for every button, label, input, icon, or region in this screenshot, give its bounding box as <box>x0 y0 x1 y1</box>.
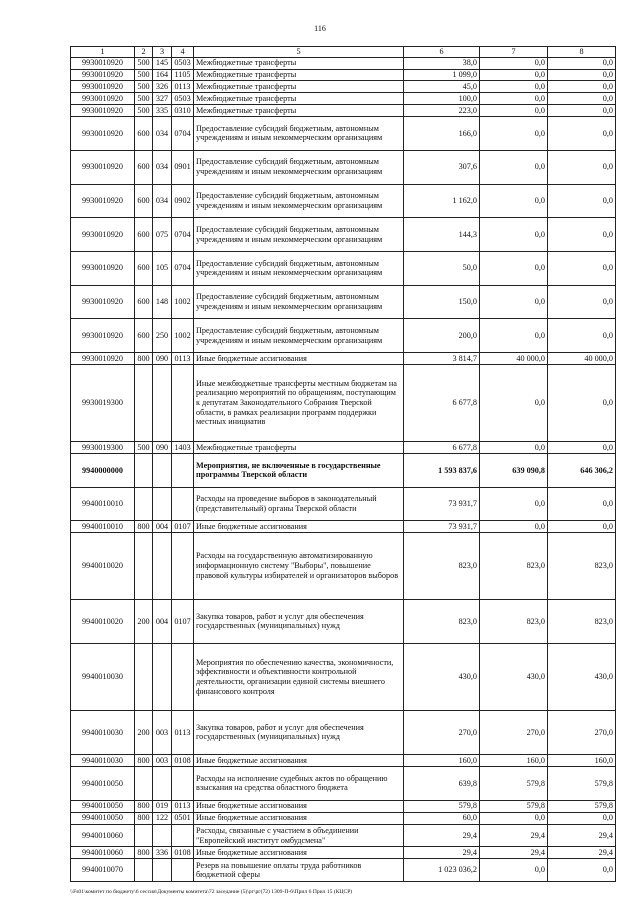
amount-year2-cell: 0,0 <box>480 521 548 533</box>
item-name-cell: Предоставление субсидий бюджетным, автономным учреждениям и иным некоммерческим организациям <box>194 184 404 218</box>
kcsr-cell: 9930010920 <box>71 57 135 69</box>
section-cell: 0902 <box>172 184 194 218</box>
amount-year1-cell: 270,0 <box>404 710 480 755</box>
expense-type-cell <box>135 364 153 441</box>
expense-type-cell: 500 <box>135 442 153 454</box>
item-name-cell: Расходы на государственную автоматизированную информационную систему "Выборы", повышение правовой культуры избирателей и организаторов выборов <box>194 533 404 599</box>
amount-year2-cell: 160,0 <box>480 755 548 767</box>
department-cell: 336 <box>153 847 172 859</box>
amount-year2-cell: 0,0 <box>480 105 548 117</box>
kcsr-cell: 9940010030 <box>71 710 135 755</box>
amount-year1-cell: 29,4 <box>404 847 480 859</box>
table-row <box>71 93 616 105</box>
amount-year3-cell: 823,0 <box>548 533 616 599</box>
kcsr-cell: 9940010050 <box>71 800 135 812</box>
expense-type-cell: 500 <box>135 105 153 117</box>
amount-year2-cell: 0,0 <box>480 69 548 81</box>
amount-year2-cell: 823,0 <box>480 599 548 644</box>
amount-year3-cell: 0,0 <box>548 184 616 218</box>
amount-year3-cell: 0,0 <box>548 57 616 69</box>
page-number: 116 <box>314 24 326 33</box>
table-row <box>71 184 616 218</box>
amount-year3-cell: 0,0 <box>548 364 616 441</box>
amount-year1-cell: 1 023 036,2 <box>404 859 480 882</box>
table-row <box>71 57 616 69</box>
kcsr-cell: 9940010010 <box>71 487 135 521</box>
kcsr-cell: 9930010920 <box>71 352 135 364</box>
table-row <box>71 364 616 441</box>
item-name-cell: Мероприятия по обеспечению качества, экономичности, эффективности и объективности контрольной деятельности, организации единой системы внешнего финансового контроля <box>194 644 404 710</box>
section-cell <box>172 364 194 441</box>
department-cell: 003 <box>153 710 172 755</box>
kcsr-cell: 9940010050 <box>71 812 135 824</box>
expense-type-cell: 800 <box>135 847 153 859</box>
amount-year3-cell: 29,4 <box>548 824 616 847</box>
section-cell: 0107 <box>172 521 194 533</box>
amount-year1-cell: 6 677,8 <box>404 442 480 454</box>
item-name-cell: Иные бюджетные ассигнования <box>194 352 404 364</box>
amount-year2-cell: 579,8 <box>480 767 548 801</box>
section-cell: 0108 <box>172 755 194 767</box>
item-name-cell: Иные бюджетные ассигнования <box>194 521 404 533</box>
department-cell <box>153 644 172 710</box>
amount-year2-cell: 0,0 <box>480 57 548 69</box>
department-cell: 004 <box>153 599 172 644</box>
item-name-cell: Иные бюджетные ассигнования <box>194 755 404 767</box>
amount-year3-cell: 646 306,2 <box>548 454 616 488</box>
section-cell <box>172 487 194 521</box>
department-cell: 164 <box>153 69 172 81</box>
expense-type-cell <box>135 533 153 599</box>
item-name-cell: Иные межбюджетные трансферты местным бюджетам на реализацию мероприятий по обращениям, поступающим к депутатам Законодательного Собрания Тверской области, в рамках реализации программ поддержки местных инициатив <box>194 364 404 441</box>
amount-year2-cell: 0,0 <box>480 285 548 319</box>
amount-year2-cell: 0,0 <box>480 81 548 93</box>
section-cell <box>172 644 194 710</box>
amount-year3-cell: 579,8 <box>548 767 616 801</box>
amount-year1-cell: 200,0 <box>404 319 480 353</box>
kcsr-cell: 9930010920 <box>71 69 135 81</box>
item-name-cell: Предоставление субсидий бюджетным, автономным учреждениям и иным некоммерческим организациям <box>194 150 404 184</box>
amount-year1-cell: 29,4 <box>404 824 480 847</box>
table-row <box>71 487 616 521</box>
amount-year2-cell: 0,0 <box>480 184 548 218</box>
item-name-cell: Межбюджетные трансферты <box>194 57 404 69</box>
kcsr-cell: 9930010920 <box>71 150 135 184</box>
amount-year1-cell: 166,0 <box>404 117 480 151</box>
amount-year1-cell: 579,8 <box>404 800 480 812</box>
amount-year3-cell: 270,0 <box>548 710 616 755</box>
amount-year1-cell: 60,0 <box>404 812 480 824</box>
kcsr-cell: 9930010920 <box>71 285 135 319</box>
department-cell: 148 <box>153 285 172 319</box>
table-row <box>71 847 616 859</box>
table-row <box>71 352 616 364</box>
amount-year2-cell: 0,0 <box>480 487 548 521</box>
amount-year3-cell: 0,0 <box>548 442 616 454</box>
item-name-cell: Предоставление субсидий бюджетным, автономным учреждениям и иным некоммерческим организациям <box>194 251 404 285</box>
table-row <box>71 285 616 319</box>
section-cell: 0113 <box>172 800 194 812</box>
table-row <box>71 599 616 644</box>
table-row <box>71 710 616 755</box>
department-cell <box>153 859 172 882</box>
table-row <box>71 533 616 599</box>
section-cell: 0310 <box>172 105 194 117</box>
expense-type-cell: 200 <box>135 710 153 755</box>
kcsr-cell: 9940010020 <box>71 599 135 644</box>
item-name-cell: Иные бюджетные ассигнования <box>194 812 404 824</box>
department-cell: 004 <box>153 521 172 533</box>
section-cell: 0113 <box>172 710 194 755</box>
kcsr-cell: 9940010030 <box>71 755 135 767</box>
amount-year2-cell: 270,0 <box>480 710 548 755</box>
header-cell: 3 <box>153 47 172 58</box>
section-cell: 0704 <box>172 251 194 285</box>
amount-year3-cell: 160,0 <box>548 755 616 767</box>
expense-type-cell: 200 <box>135 599 153 644</box>
kcsr-cell: 9930019300 <box>71 442 135 454</box>
section-cell: 0704 <box>172 117 194 151</box>
section-cell: 0503 <box>172 93 194 105</box>
amount-year1-cell: 1 099,0 <box>404 69 480 81</box>
section-cell: 0107 <box>172 599 194 644</box>
department-cell: 034 <box>153 150 172 184</box>
amount-year2-cell: 0,0 <box>480 319 548 353</box>
amount-year2-cell: 0,0 <box>480 117 548 151</box>
item-name-cell: Иные бюджетные ассигнования <box>194 847 404 859</box>
expense-type-cell: 800 <box>135 800 153 812</box>
amount-year2-cell: 40 000,0 <box>480 352 548 364</box>
amount-year3-cell: 0,0 <box>548 117 616 151</box>
kcsr-cell: 9930010920 <box>71 218 135 252</box>
item-name-cell: Закупка товаров, работ и услуг для обеспечения государственных (муниципальных) нужд <box>194 710 404 755</box>
amount-year1-cell: 823,0 <box>404 533 480 599</box>
amount-year1-cell: 144,3 <box>404 218 480 252</box>
item-name-cell: Расходы на проведение выборов в законодательный (представительный) органы Тверской области <box>194 487 404 521</box>
table-row <box>71 859 616 882</box>
table-row <box>71 824 616 847</box>
item-name-cell: Мероприятия, не включенные в государственные программы Тверской области <box>194 454 404 488</box>
section-cell <box>172 533 194 599</box>
expense-type-cell: 600 <box>135 251 153 285</box>
amount-year2-cell: 0,0 <box>480 93 548 105</box>
expense-type-cell: 500 <box>135 93 153 105</box>
amount-year2-cell: 0,0 <box>480 364 548 441</box>
department-cell: 335 <box>153 105 172 117</box>
department-cell: 250 <box>153 319 172 353</box>
section-cell <box>172 454 194 488</box>
department-cell <box>153 364 172 441</box>
item-name-cell: Предоставление субсидий бюджетным, автономным учреждениям и иным некоммерческим организациям <box>194 117 404 151</box>
header-cell: 7 <box>480 47 548 58</box>
amount-year3-cell: 0,0 <box>548 218 616 252</box>
section-cell <box>172 767 194 801</box>
amount-year2-cell: 639 090,8 <box>480 454 548 488</box>
amount-year2-cell: 0,0 <box>480 251 548 285</box>
table-body <box>71 47 616 882</box>
section-cell <box>172 859 194 882</box>
amount-year1-cell: 50,0 <box>404 251 480 285</box>
table-row <box>71 218 616 252</box>
department-cell: 090 <box>153 442 172 454</box>
expense-type-cell <box>135 644 153 710</box>
item-name-cell: Предоставление субсидий бюджетным, автономным учреждениям и иным некоммерческим организациям <box>194 285 404 319</box>
expense-type-cell: 800 <box>135 521 153 533</box>
table-row <box>71 800 616 812</box>
amount-year3-cell: 0,0 <box>548 105 616 117</box>
table-row <box>71 454 616 488</box>
section-cell: 0113 <box>172 81 194 93</box>
table-row <box>71 81 616 93</box>
department-cell: 122 <box>153 812 172 824</box>
amount-year1-cell: 73 931,7 <box>404 521 480 533</box>
item-name-cell: Расходы на исполнение судебных актов по обращению взыскания на средства областного бюджета <box>194 767 404 801</box>
amount-year1-cell: 307,6 <box>404 150 480 184</box>
section-cell: 1002 <box>172 319 194 353</box>
table-row <box>71 105 616 117</box>
amount-year2-cell: 0,0 <box>480 812 548 824</box>
table-row <box>71 521 616 533</box>
item-name-cell: Межбюджетные трансферты <box>194 81 404 93</box>
kcsr-cell: 9930010920 <box>71 105 135 117</box>
amount-year2-cell: 823,0 <box>480 533 548 599</box>
department-cell: 145 <box>153 57 172 69</box>
item-name-cell: Межбюджетные трансферты <box>194 93 404 105</box>
kcsr-cell: 9940010060 <box>71 824 135 847</box>
amount-year1-cell: 73 931,7 <box>404 487 480 521</box>
section-cell: 1403 <box>172 442 194 454</box>
department-cell: 003 <box>153 755 172 767</box>
amount-year2-cell: 0,0 <box>480 442 548 454</box>
header-cell: 4 <box>172 47 194 58</box>
department-cell: 034 <box>153 117 172 151</box>
amount-year1-cell: 430,0 <box>404 644 480 710</box>
amount-year1-cell: 3 814,7 <box>404 352 480 364</box>
table-row <box>71 251 616 285</box>
file-path-footer: \\Fs01\комитет по бюджету\6 сессия\Документы комитета\72 заседание (5)\рг\рг(72) 1309-П-6\Прил 6 Прил 15 (КЦСР) <box>70 889 353 895</box>
kcsr-cell: 9930010920 <box>71 117 135 151</box>
amount-year3-cell: 0,0 <box>548 521 616 533</box>
section-cell: 0503 <box>172 57 194 69</box>
amount-year3-cell: 0,0 <box>548 93 616 105</box>
department-cell <box>153 824 172 847</box>
section-cell: 0901 <box>172 150 194 184</box>
department-cell: 105 <box>153 251 172 285</box>
department-cell: 019 <box>153 800 172 812</box>
header-row <box>71 47 616 58</box>
amount-year1-cell: 100,0 <box>404 93 480 105</box>
amount-year1-cell: 1 162,0 <box>404 184 480 218</box>
expense-type-cell <box>135 487 153 521</box>
expense-type-cell <box>135 824 153 847</box>
expense-type-cell: 500 <box>135 57 153 69</box>
budget-table <box>70 46 616 882</box>
amount-year3-cell: 0,0 <box>548 859 616 882</box>
expense-type-cell: 800 <box>135 755 153 767</box>
amount-year3-cell: 0,0 <box>548 487 616 521</box>
amount-year3-cell: 579,8 <box>548 800 616 812</box>
expense-type-cell <box>135 767 153 801</box>
item-name-cell: Иные бюджетные ассигнования <box>194 800 404 812</box>
expense-type-cell: 600 <box>135 319 153 353</box>
kcsr-cell: 9940000000 <box>71 454 135 488</box>
kcsr-cell: 9940010030 <box>71 644 135 710</box>
header-cell: 5 <box>194 47 404 58</box>
expense-type-cell: 500 <box>135 81 153 93</box>
header-cell: 1 <box>71 47 135 58</box>
section-cell: 0704 <box>172 218 194 252</box>
amount-year3-cell: 0,0 <box>548 285 616 319</box>
item-name-cell: Межбюджетные трансферты <box>194 442 404 454</box>
item-name-cell: Межбюджетные трансферты <box>194 105 404 117</box>
amount-year2-cell: 0,0 <box>480 150 548 184</box>
amount-year1-cell: 150,0 <box>404 285 480 319</box>
department-cell: 090 <box>153 352 172 364</box>
section-cell: 1002 <box>172 285 194 319</box>
amount-year3-cell: 823,0 <box>548 599 616 644</box>
expense-type-cell: 600 <box>135 218 153 252</box>
table-row <box>71 442 616 454</box>
kcsr-cell: 9930010920 <box>71 319 135 353</box>
section-cell: 0108 <box>172 847 194 859</box>
kcsr-cell: 9930010920 <box>71 93 135 105</box>
table-row <box>71 755 616 767</box>
section-cell: 1105 <box>172 69 194 81</box>
kcsr-cell: 9930010920 <box>71 81 135 93</box>
department-cell: 326 <box>153 81 172 93</box>
department-cell: 327 <box>153 93 172 105</box>
table-row <box>71 319 616 353</box>
table-row <box>71 150 616 184</box>
department-cell <box>153 454 172 488</box>
expense-type-cell <box>135 859 153 882</box>
amount-year1-cell: 45,0 <box>404 81 480 93</box>
expense-type-cell: 600 <box>135 150 153 184</box>
item-name-cell: Межбюджетные трансферты <box>194 69 404 81</box>
amount-year1-cell: 38,0 <box>404 57 480 69</box>
amount-year3-cell: 0,0 <box>548 251 616 285</box>
amount-year3-cell: 29,4 <box>548 847 616 859</box>
amount-year2-cell: 579,8 <box>480 800 548 812</box>
amount-year1-cell: 223,0 <box>404 105 480 117</box>
table-row <box>71 767 616 801</box>
department-cell <box>153 533 172 599</box>
table-row <box>71 812 616 824</box>
kcsr-cell: 9940010060 <box>71 847 135 859</box>
amount-year3-cell: 0,0 <box>548 319 616 353</box>
kcsr-cell: 9940010010 <box>71 521 135 533</box>
kcsr-cell: 9930010920 <box>71 251 135 285</box>
department-cell <box>153 767 172 801</box>
table-row <box>71 69 616 81</box>
item-name-cell: Закупка товаров, работ и услуг для обеспечения государственных (муниципальных) нужд <box>194 599 404 644</box>
expense-type-cell: 800 <box>135 812 153 824</box>
kcsr-cell: 9940010050 <box>71 767 135 801</box>
expense-type-cell: 500 <box>135 69 153 81</box>
header-cell: 2 <box>135 47 153 58</box>
kcsr-cell: 9930010920 <box>71 184 135 218</box>
amount-year1-cell: 6 677,8 <box>404 364 480 441</box>
section-cell <box>172 824 194 847</box>
amount-year1-cell: 639,8 <box>404 767 480 801</box>
amount-year1-cell: 1 593 837,6 <box>404 454 480 488</box>
item-name-cell: Расходы, связанные с участием в объединении "Европейский институт омбудсмена" <box>194 824 404 847</box>
expense-type-cell: 600 <box>135 117 153 151</box>
kcsr-cell: 9930019300 <box>71 364 135 441</box>
kcsr-cell: 9940010020 <box>71 533 135 599</box>
expense-type-cell: 600 <box>135 184 153 218</box>
item-name-cell: Предоставление субсидий бюджетным, автономным учреждениям и иным некоммерческим организациям <box>194 218 404 252</box>
amount-year3-cell: 430,0 <box>548 644 616 710</box>
amount-year1-cell: 160,0 <box>404 755 480 767</box>
amount-year2-cell: 29,4 <box>480 824 548 847</box>
amount-year2-cell: 430,0 <box>480 644 548 710</box>
amount-year3-cell: 0,0 <box>548 812 616 824</box>
amount-year2-cell: 0,0 <box>480 218 548 252</box>
department-cell: 075 <box>153 218 172 252</box>
expense-type-cell: 800 <box>135 352 153 364</box>
expense-type-cell <box>135 454 153 488</box>
expense-type-cell: 600 <box>135 285 153 319</box>
table-row <box>71 644 616 710</box>
amount-year1-cell: 823,0 <box>404 599 480 644</box>
amount-year2-cell: 0,0 <box>480 859 548 882</box>
table-row <box>71 117 616 151</box>
header-cell: 8 <box>548 47 616 58</box>
item-name-cell: Предоставление субсидий бюджетным, автономным учреждениям и иным некоммерческим организациям <box>194 319 404 353</box>
header-cell: 6 <box>404 47 480 58</box>
amount-year3-cell: 0,0 <box>548 69 616 81</box>
section-cell: 0501 <box>172 812 194 824</box>
department-cell: 034 <box>153 184 172 218</box>
department-cell <box>153 487 172 521</box>
section-cell: 0113 <box>172 352 194 364</box>
amount-year3-cell: 0,0 <box>548 150 616 184</box>
item-name-cell: Резерв на повышение оплаты труда работников бюджетной сферы <box>194 859 404 882</box>
amount-year3-cell: 0,0 <box>548 81 616 93</box>
amount-year2-cell: 29,4 <box>480 847 548 859</box>
amount-year3-cell: 40 000,0 <box>548 352 616 364</box>
kcsr-cell: 9940010070 <box>71 859 135 882</box>
